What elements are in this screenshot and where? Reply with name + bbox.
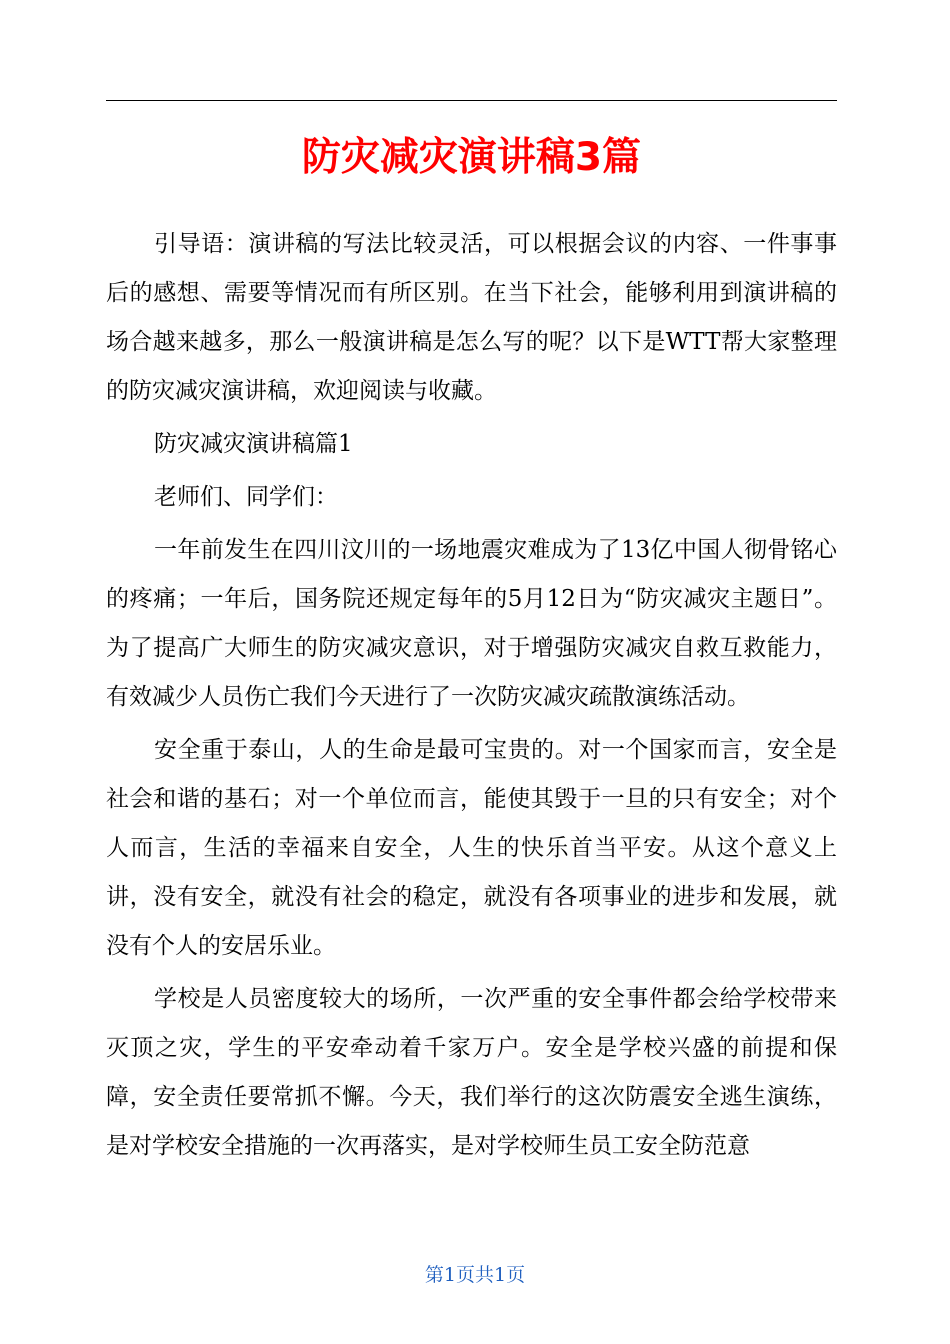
header-rule: [106, 100, 837, 101]
document-title: 防灾减灾演讲稿3篇: [301, 135, 642, 181]
salutation: 老师们、同学们：: [154, 484, 338, 510]
document-body: [106, 220, 837, 1175]
body-paragraph: 学校是人员密度较大的场所，一次严重的安全事件都会给学校带来灭顶之灾，学生的平安牵动着千家万户。安全是学校兴盛的前提和保障，安全责任要常抓不懈。今天，我们举行的这次防震安全逃生演练，是对学校安全措施的一次再落实，是对学校师生员工安全防范意: [106, 986, 837, 1159]
intro-paragraph: 引导语：演讲稿的写法比较灵活，可以根据会议的内容、一件事事后的感想、需要等情况而有所区别。在当下社会，能够利用到演讲稿的场合越来越多，那么一般演讲稿是怎么写的呢？以下是WTT帮大家整理的防灾减灾演讲稿，欢迎阅读与收藏。: [106, 231, 837, 404]
body-paragraph: 一年前发生在四川汶川的一场地震灾难成为了13亿中国人彻骨铭心的疼痛；一年后，国务院还规定每年的5月12日为“防灾减灾主题日”。为了提高广大师生的防灾减灾意识，对于增强防灾减灾自救互救能力，有效减少人员伤亡我们今天进行了一次防灾减灾疏散演练活动。: [106, 537, 837, 710]
body-paragraph: 安全重于泰山，人的生命是最可宝贵的。对一个国家而言，安全是社会和谐的基石；对一个单位而言，能使其毁于一旦的只有安全；对个人而言，生活的幸福来自安全，人生的快乐首当平安。从这个意义上讲，没有安全，就没有社会的稳定，就没有各项事业的进步和发展，就没有个人的安居乐业。: [106, 737, 837, 959]
section-heading: 防灾减灾演讲稿篇1: [154, 431, 353, 457]
page-number-footer: 第1页共1页: [424, 1264, 526, 1286]
